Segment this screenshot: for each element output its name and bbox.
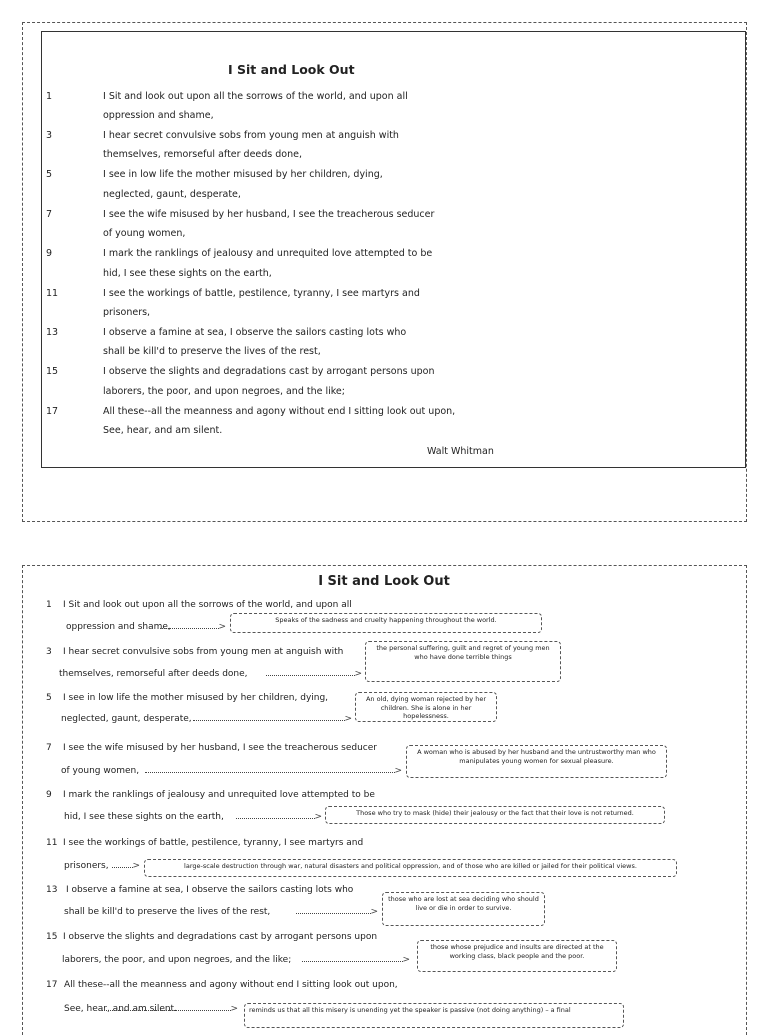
annotation-note: the personal suffering, guilt and regret of young men who have done terrible things xyxy=(365,641,561,682)
poem-line: prisoners, xyxy=(103,307,151,318)
annotation-note: those who are lost at sea deciding who should live or die in order to survive. xyxy=(382,892,545,926)
poem-line: I see the workings of battle, pestilence, tyranny, I see martyrs and xyxy=(103,288,420,299)
arrow-head-icon: > xyxy=(370,907,378,917)
poem-line: shall be kill'd to preserve the lives of the rest, xyxy=(103,346,321,357)
annotation-note: An old, dying woman rejected by her children. She is alone in her hopelessness. xyxy=(355,692,497,722)
arrow-head-icon: > xyxy=(402,955,410,965)
line-number: 13 xyxy=(46,327,59,338)
annotation-arrow xyxy=(160,624,226,632)
line-number: 5 xyxy=(46,169,53,180)
arrow-line xyxy=(302,961,403,962)
poem-line: I observe a famine at sea, I observe the sailors casting lots who xyxy=(103,327,407,338)
line-number: 15 xyxy=(46,366,59,377)
line-number: 13 xyxy=(46,885,58,895)
line-number: 17 xyxy=(46,980,58,990)
line-number: 9 xyxy=(46,790,52,800)
poem-line: I Sit and look out upon all the sorrows of the world, and upon all xyxy=(103,91,408,102)
poem-author: Walt Whitman xyxy=(427,446,494,457)
annotation-arrow xyxy=(193,716,352,724)
poem-line: See, hear, and am silent. xyxy=(103,425,223,436)
annotated-line: I Sit and look out upon all the sorrows of the world, and upon all xyxy=(63,600,352,610)
annotated-line: prisoners, xyxy=(64,861,109,871)
annotated-line: I observe the slights and degradations cast by arrogant persons upon xyxy=(63,932,378,942)
arrow-line xyxy=(193,720,345,721)
line-number: 15 xyxy=(46,932,58,942)
annotation-note: reminds us that all this misery is unending yet the speaker is passive (not doing anything) – a final xyxy=(244,1003,624,1028)
annotated-line: shall be kill'd to preserve the lives of the rest, xyxy=(64,907,271,917)
annotated-line: I see in low life the mother misused by her children, dying, xyxy=(63,693,329,703)
annotation-arrow xyxy=(236,814,322,822)
poem-line: I observe the slights and degradations cast by arrogant persons upon xyxy=(103,366,435,377)
arrow-line xyxy=(236,818,315,819)
arrow-line xyxy=(112,867,133,868)
annotated-line: neglected, gaunt, desperate, xyxy=(61,714,192,724)
annotation-note: large-scale destruction through war, natural disasters and political oppression, and of those who are killed or jailed for their political views. xyxy=(144,859,677,877)
line-number: 5 xyxy=(46,693,52,703)
annotation-arrow xyxy=(296,909,378,917)
line-number: 3 xyxy=(46,130,53,141)
annotation-arrow xyxy=(102,1006,238,1014)
poem-line: I see in low life the mother misused by her children, dying, xyxy=(103,169,383,180)
line-number: 11 xyxy=(46,288,59,299)
line-number: 9 xyxy=(46,248,53,259)
annotation-note: A woman who is abused by her husband and the untrustworthy man who manipulates young women for sexual pleasure. xyxy=(406,745,667,778)
arrow-head-icon: > xyxy=(132,861,140,871)
annotation-arrow xyxy=(112,863,140,871)
poem-line: themselves, remorseful after deeds done, xyxy=(103,149,303,160)
line-number: 17 xyxy=(46,406,59,417)
annotated-line: I mark the ranklings of jealousy and unrequited love attempted to be xyxy=(63,790,375,800)
annotated-line: laborers, the poor, and upon negroes, and the like; xyxy=(62,955,292,965)
line-number: 1 xyxy=(46,600,52,610)
annotated-line: themselves, remorseful after deeds done, xyxy=(59,669,248,679)
annotation-arrow xyxy=(145,768,402,776)
annotated-line: I see the workings of battle, pestilence, tyranny, I see martyrs and xyxy=(63,838,364,848)
line-number: 1 xyxy=(46,91,53,102)
arrow-head-icon: > xyxy=(314,812,322,822)
line-number: 7 xyxy=(46,743,52,753)
arrow-line xyxy=(296,913,371,914)
line-number: 3 xyxy=(46,647,52,657)
poem-title: I Sit and Look Out xyxy=(228,62,355,77)
arrow-line xyxy=(145,772,395,773)
poem-line: All these--all the meanness and agony without end I sitting look out upon, xyxy=(103,406,456,417)
poem-line: hid, I see these sights on the earth, xyxy=(103,268,272,279)
arrow-head-icon: > xyxy=(394,766,402,776)
annotation-note: Those who try to mask (hide) their jealousy or the fact that their love is not returned. xyxy=(325,806,665,824)
annotated-line: I hear secret convulsive sobs from young men at anguish with xyxy=(63,647,344,657)
annotation-arrow xyxy=(302,957,410,965)
annotated-line: All these--all the meanness and agony without end I sitting look out upon, xyxy=(64,980,398,990)
annotated-line: I see the wife misused by her husband, I see the treacherous seducer xyxy=(63,743,377,753)
poem-line: I mark the ranklings of jealousy and unrequited love attempted to be xyxy=(103,248,433,259)
arrow-line xyxy=(102,1010,231,1011)
poem-line: laborers, the poor, and upon negroes, and the like; xyxy=(103,386,345,397)
line-number: 7 xyxy=(46,209,53,220)
annotation-note: those whose prejudice and insults are directed at the working class, black people and the poor. xyxy=(417,940,617,972)
arrow-line xyxy=(266,675,355,676)
annotated-line: I observe a famine at sea, I observe the sailors casting lots who xyxy=(66,885,354,895)
poem-line: I hear secret convulsive sobs from young men at anguish with xyxy=(103,130,399,141)
poem-line: I see the wife misused by her husband, I see the treacherous seducer xyxy=(103,209,435,220)
poem-line: of young women, xyxy=(103,228,186,239)
arrow-head-icon: > xyxy=(230,1004,238,1014)
annotated-title: I Sit and Look Out xyxy=(318,574,450,589)
arrow-line xyxy=(160,628,219,629)
poem-line: neglected, gaunt, desperate, xyxy=(103,189,241,200)
arrow-head-icon: > xyxy=(354,669,362,679)
line-number: 11 xyxy=(46,838,58,848)
annotated-line: of young women, xyxy=(61,766,140,776)
annotated-line: oppression and shame, xyxy=(66,622,171,632)
poem-line: oppression and shame, xyxy=(103,110,214,121)
annotation-arrow xyxy=(266,671,362,679)
annotated-line: See, hear, and am silent. xyxy=(64,1004,177,1014)
annotation-note: Speaks of the sadness and cruelty happening throughout the world. xyxy=(230,613,542,633)
arrow-head-icon: > xyxy=(344,714,352,724)
annotated-line: hid, I see these sights on the earth, xyxy=(64,812,224,822)
arrow-head-icon: > xyxy=(218,622,226,632)
